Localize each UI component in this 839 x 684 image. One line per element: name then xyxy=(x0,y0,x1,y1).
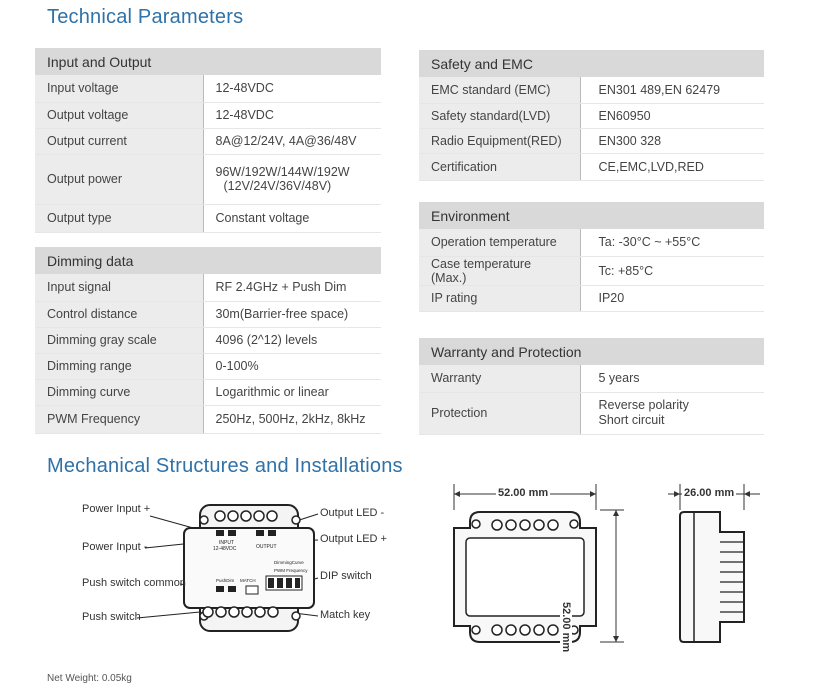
table-row xyxy=(35,102,381,128)
depth-dimension: 26.00 mm xyxy=(684,487,735,499)
row-key: Dimming range xyxy=(35,353,203,379)
label-push-switch-common: Push switch common xyxy=(82,577,186,589)
row-value: 8A@12/24V, 4A@36/48V xyxy=(203,128,381,154)
table-row xyxy=(35,128,381,154)
table-row xyxy=(35,154,381,204)
board-output-label: OUTPUT xyxy=(256,544,277,550)
row-value: 4096 (2^12) levels xyxy=(203,327,381,353)
row-value: Constant voltage xyxy=(203,204,381,232)
board-input-voltage: 12-48VDC xyxy=(213,546,237,552)
row-key: Dimming gray scale xyxy=(35,327,203,353)
label-match-key: Match key xyxy=(320,609,371,621)
width-dimension: 52.00 mm xyxy=(498,487,549,499)
table-row xyxy=(419,103,764,128)
height-dimension: 52.00 mm xyxy=(560,602,572,653)
input-output-header: Input and Output xyxy=(35,48,381,75)
label-power-input-minus: Power Input - xyxy=(82,541,148,553)
row-key: Safety standard(LVD) xyxy=(419,103,580,128)
front-dimension-drawing xyxy=(440,480,640,660)
row-value-line: (12V/24V/36V/48V) xyxy=(223,179,332,193)
row-value-line: Short circuit xyxy=(598,413,665,427)
dimming-data-header: Dimming data xyxy=(35,247,381,274)
row-key: Output power xyxy=(35,154,203,204)
row-value: Logarithmic or linear xyxy=(203,379,381,405)
row-value: CE,EMC,LVD,RED xyxy=(580,153,764,180)
board-pushdim-label: PushDim xyxy=(216,578,235,583)
row-value: 12-48VDC xyxy=(203,75,381,102)
label-output-led-plus: Output LED + xyxy=(320,533,387,545)
row-value: EN301 489,EN 62479 xyxy=(580,77,764,103)
row-key: Warranty xyxy=(419,365,580,392)
dip-switch-block xyxy=(266,576,302,590)
environment-table xyxy=(419,202,764,312)
row-key: Input signal xyxy=(35,274,203,301)
row-value: 5 years xyxy=(580,365,764,392)
row-key: Input voltage xyxy=(35,75,203,102)
row-value: EN60950 xyxy=(580,103,764,128)
board-pwm-label: PWM Frequency xyxy=(274,568,308,573)
row-key: Dimming curve xyxy=(35,379,203,405)
dimming-data-table xyxy=(35,247,381,434)
label-push-switch: Push switch xyxy=(82,611,141,623)
warranty-protection-table xyxy=(419,338,764,435)
table-row xyxy=(35,75,381,102)
mechanical-structures-title: Mechanical Structures and Installations xyxy=(47,455,403,477)
table-row xyxy=(419,285,764,311)
net-weight: Net Weight: 0.05kg xyxy=(47,673,132,684)
row-key: Output type xyxy=(35,204,203,232)
row-key: Certification xyxy=(419,153,580,180)
row-value: EN300 328 xyxy=(580,128,764,153)
warranty-protection-header: Warranty and Protection xyxy=(419,338,764,365)
table-row xyxy=(35,353,381,379)
row-value: 30m(Barrier-free space) xyxy=(203,301,381,327)
safety-emc-header: Safety and EMC xyxy=(419,50,764,77)
row-value: Tc: +85°C xyxy=(580,256,764,285)
table-row xyxy=(419,392,764,434)
table-row xyxy=(35,379,381,405)
row-key: Case temperature (Max.) xyxy=(419,256,580,285)
label-power-input-plus: Power Input + xyxy=(82,503,151,515)
row-value: Ta: -30°C ~ +55°C xyxy=(580,229,764,256)
board-dimming-label: DimmingCurve xyxy=(274,560,304,565)
label-dip-switch: DIP switch xyxy=(320,570,372,582)
safety-emc-table xyxy=(419,50,764,181)
row-value: 12-48VDC xyxy=(203,102,381,128)
row-key: Radio Equipment(RED) xyxy=(419,128,580,153)
row-key: Output current xyxy=(35,128,203,154)
row-key: Operation temperature xyxy=(419,229,580,256)
table-row xyxy=(419,365,764,392)
row-value: IP20 xyxy=(580,285,764,311)
table-row xyxy=(35,405,381,433)
row-key: Protection xyxy=(419,392,580,434)
row-key: EMC standard (EMC) xyxy=(419,77,580,103)
row-value: RF 2.4GHz + Push Dim xyxy=(203,274,381,301)
row-key: Control distance xyxy=(35,301,203,327)
row-value xyxy=(203,154,381,204)
table-row xyxy=(419,153,764,180)
board-input-label: INPUT xyxy=(219,540,234,546)
row-value-line: Reverse polarity xyxy=(598,398,689,412)
row-value: 0-100% xyxy=(203,353,381,379)
row-key: Output voltage xyxy=(35,102,203,128)
technical-parameters-title: Technical Parameters xyxy=(47,6,244,28)
board-match-label: MATCH xyxy=(240,578,256,583)
table-row xyxy=(35,204,381,232)
input-output-table xyxy=(35,48,381,233)
table-row xyxy=(35,301,381,327)
row-value: 250Hz, 500Hz, 2kHz, 8kHz xyxy=(203,405,381,433)
table-row xyxy=(419,229,764,256)
label-output-led-minus: Output LED - xyxy=(320,507,385,519)
table-row xyxy=(419,256,764,285)
row-value xyxy=(580,392,764,434)
row-value-line: 96W/192W/144W/192W xyxy=(215,165,350,179)
side-dimension-drawing xyxy=(660,480,770,660)
table-row xyxy=(35,327,381,353)
table-row xyxy=(419,128,764,153)
table-row xyxy=(35,274,381,301)
row-key: PWM Frequency xyxy=(35,405,203,433)
table-row xyxy=(419,77,764,103)
environment-header: Environment xyxy=(419,202,764,229)
row-key: IP rating xyxy=(419,285,580,311)
